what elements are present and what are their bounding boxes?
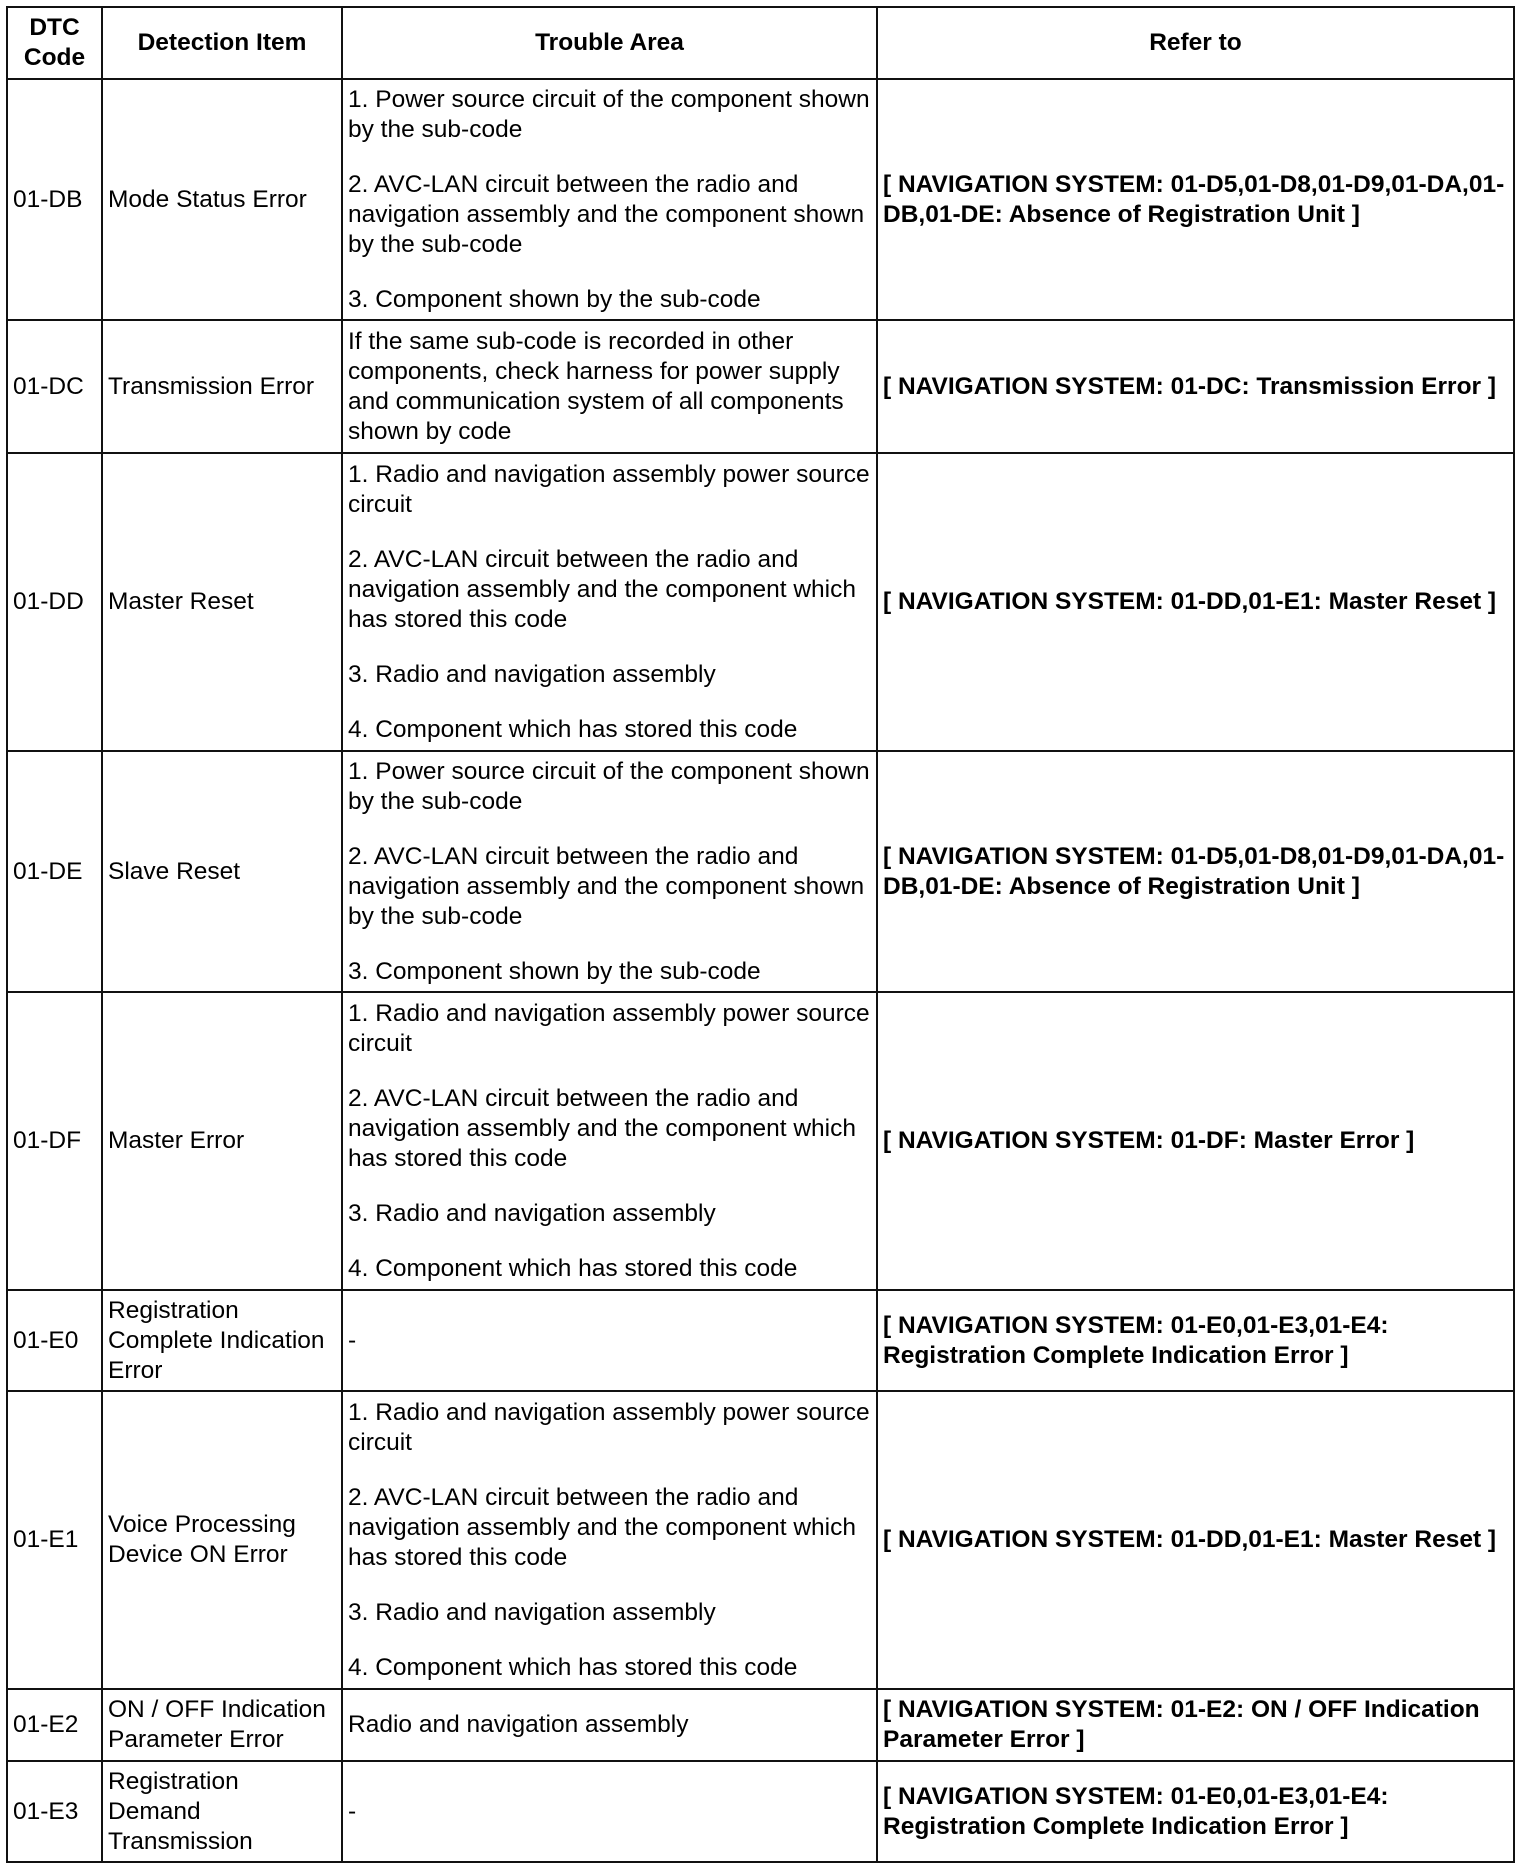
- detection-item-cell: Mode Status Error: [102, 79, 342, 320]
- dtc-code-cell: 01-E0: [7, 1290, 102, 1391]
- trouble-area-item: 4. Component which has stored this code: [348, 1653, 798, 1681]
- detection-item-cell: Slave Reset: [102, 751, 342, 992]
- refer-to-link[interactable]: [ NAVIGATION SYSTEM: 01-DC: Transmission Error ]: [877, 320, 1514, 453]
- table-row: [7, 79, 1514, 320]
- detection-item-cell: ON / OFF Indication Parameter Error: [102, 1689, 342, 1761]
- trouble-area-cell: [342, 751, 877, 992]
- table-row: [7, 1391, 1514, 1689]
- table-row: [7, 1761, 1514, 1862]
- detection-item-cell: Master Reset: [102, 453, 342, 751]
- trouble-area-item: 2. AVC-LAN circuit between the radio and navigation assembly and the component shown by the sub-code: [348, 170, 865, 258]
- dtc-code-cell: 01-DF: [7, 992, 102, 1290]
- dtc-code-cell: 01-DB: [7, 79, 102, 320]
- refer-to-link[interactable]: [ NAVIGATION SYSTEM: 01-D5,01-D8,01-D9,01-DA,01-DB,01-DE: Absence of Registration Unit ]: [877, 79, 1514, 320]
- refer-to-link[interactable]: [ NAVIGATION SYSTEM: 01-D5,01-D8,01-D9,01-DA,01-DB,01-DE: Absence of Registration Unit ]: [877, 751, 1514, 992]
- detection-item-cell: Registration Demand Transmission: [102, 1761, 342, 1862]
- trouble-area-item: 1. Power source circuit of the component shown by the sub-code: [348, 757, 870, 815]
- table-row: [7, 1290, 1514, 1391]
- trouble-area-item: 1. Radio and navigation assembly power source circuit: [348, 999, 870, 1057]
- dtc-code-cell: 01-DE: [7, 751, 102, 992]
- header-dtc-code: DTC Code: [7, 7, 102, 79]
- refer-to-link[interactable]: [ NAVIGATION SYSTEM: 01-DF: Master Error ]: [877, 992, 1514, 1290]
- dtc-table: [6, 6, 1515, 1863]
- dtc-code-cell: 01-E2: [7, 1689, 102, 1761]
- detection-item-cell: Voice Processing Device ON Error: [102, 1391, 342, 1689]
- trouble-area-item: -: [348, 1797, 357, 1825]
- refer-to-link[interactable]: [ NAVIGATION SYSTEM: 01-DD,01-E1: Master Reset ]: [877, 453, 1514, 751]
- trouble-area-cell: [342, 453, 877, 751]
- trouble-area-cell: [342, 1761, 877, 1862]
- refer-to-link[interactable]: [ NAVIGATION SYSTEM: 01-E0,01-E3,01-E4: Registration Complete Indication Error ]: [877, 1761, 1514, 1862]
- table-row: [7, 1689, 1514, 1761]
- trouble-area-item: 3. Component shown by the sub-code: [348, 957, 761, 985]
- trouble-area-cell: [342, 1689, 877, 1761]
- trouble-area-item: 1. Radio and navigation assembly power source circuit: [348, 460, 870, 518]
- dtc-code-cell: 01-DC: [7, 320, 102, 453]
- trouble-area-item: 3. Component shown by the sub-code: [348, 285, 761, 313]
- trouble-area-cell: [342, 1391, 877, 1689]
- header-detection-item: Detection Item: [102, 7, 342, 79]
- table-row: [7, 453, 1514, 751]
- header-refer-to: Refer to: [877, 7, 1514, 79]
- trouble-area-item: 4. Component which has stored this code: [348, 715, 798, 743]
- trouble-area-cell: [342, 79, 877, 320]
- trouble-area-item: If the same sub-code is recorded in other components, check harness for power supply and communication system of all components shown by code: [348, 327, 844, 445]
- trouble-area-item: 2. AVC-LAN circuit between the radio and navigation assembly and the component which has stored this code: [348, 545, 857, 633]
- dtc-code-cell: 01-E1: [7, 1391, 102, 1689]
- refer-to-link[interactable]: [ NAVIGATION SYSTEM: 01-E2: ON / OFF Indication Parameter Error ]: [877, 1689, 1514, 1761]
- trouble-area-item: 1. Radio and navigation assembly power source circuit: [348, 1398, 870, 1456]
- trouble-area-item: 3. Radio and navigation assembly: [348, 1598, 716, 1626]
- detection-item-cell: Transmission Error: [102, 320, 342, 453]
- trouble-area-item: 3. Radio and navigation assembly: [348, 1199, 716, 1227]
- trouble-area-item: Radio and navigation assembly: [348, 1711, 689, 1738]
- refer-to-link[interactable]: [ NAVIGATION SYSTEM: 01-DD,01-E1: Master Reset ]: [877, 1391, 1514, 1689]
- table-row: [7, 320, 1514, 453]
- table-body: [7, 79, 1514, 1862]
- refer-to-link[interactable]: [ NAVIGATION SYSTEM: 01-E0,01-E3,01-E4: Registration Complete Indication Error ]: [877, 1290, 1514, 1391]
- trouble-area-item: 2. AVC-LAN circuit between the radio and navigation assembly and the component which has stored this code: [348, 1084, 857, 1172]
- trouble-area-cell: [342, 992, 877, 1290]
- trouble-area-item: 1. Power source circuit of the component shown by the sub-code: [348, 85, 870, 143]
- detection-item-cell: Master Error: [102, 992, 342, 1290]
- trouble-area-cell: [342, 1290, 877, 1391]
- table-row: [7, 751, 1514, 992]
- trouble-area-item: 3. Radio and navigation assembly: [348, 660, 716, 688]
- trouble-area-item: 4. Component which has stored this code: [348, 1254, 798, 1282]
- table-header: [7, 7, 1514, 79]
- dtc-code-cell: 01-DD: [7, 453, 102, 751]
- trouble-area-cell: [342, 320, 877, 453]
- trouble-area-item: 2. AVC-LAN circuit between the radio and navigation assembly and the component shown by the sub-code: [348, 842, 865, 930]
- trouble-area-item: 2. AVC-LAN circuit between the radio and navigation assembly and the component which has stored this code: [348, 1483, 857, 1571]
- trouble-area-item: -: [348, 1326, 357, 1354]
- header-trouble-area: Trouble Area: [342, 7, 877, 79]
- dtc-code-cell: 01-E3: [7, 1761, 102, 1862]
- header-row: [7, 7, 1514, 79]
- detection-item-cell: Registration Complete Indication Error: [102, 1290, 342, 1391]
- table-row: [7, 992, 1514, 1290]
